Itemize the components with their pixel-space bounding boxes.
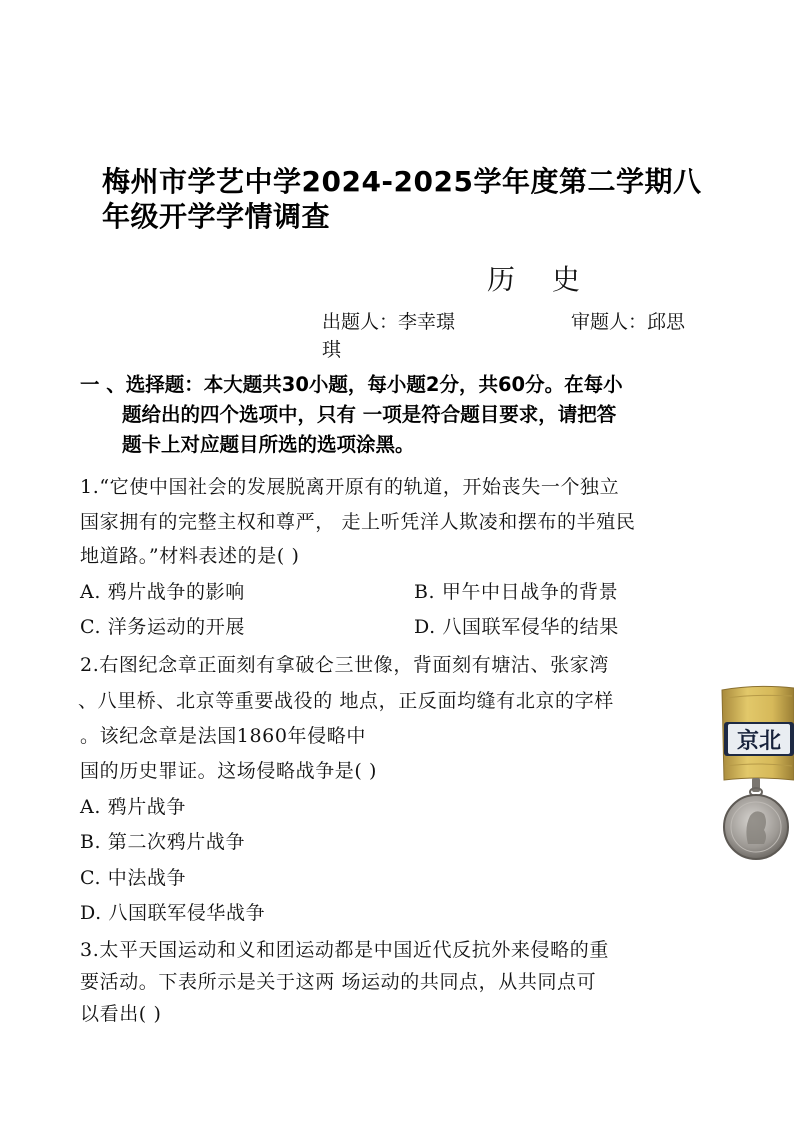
commemorative-medal-image	[718, 684, 794, 870]
question-2-line-1: 2.右图纪念章正面刻有拿破仑三世像，背面刻有塘沽、张家湾	[80, 654, 609, 676]
question-1-option-b: B. 甲午中日战争的背景	[414, 581, 619, 603]
author-label: 出题人：李幸璟	[322, 311, 456, 333]
question-2-option-d: D. 八国联军侵华战争	[80, 902, 266, 924]
section-instructions-line-3: 题卡上对应题目所选的选项涂黑。	[122, 433, 415, 456]
question-2-option-b: B. 第二次鸦片战争	[80, 831, 246, 853]
section-instructions-line-2: 题给出的四个选项中，只有 一项是符合题目要求，请把答	[122, 403, 617, 426]
subject-heading: 历 史	[487, 263, 594, 296]
question-1-option-d: D. 八国联军侵华的结果	[414, 616, 619, 638]
reviewer-name-tail: 琪	[322, 339, 342, 361]
question-1-line-2: 国家拥有的完整主权和尊严， 走上听凭洋人欺凌和摆布的半殖民	[80, 511, 636, 533]
question-3-line-2: 要活动。下表所示是关于这两 场运动的共同点，从共同点可	[80, 971, 597, 993]
exam-title-line-2: 年级开学学情调查	[102, 200, 331, 233]
question-3-line-3: 以看出( )	[80, 1003, 162, 1025]
question-1-line-3: 地道路。”材料表述的是( )	[80, 545, 300, 567]
question-1-line-1: 1.“它使中国社会的发展脱离开原有的轨道，开始丧失一个独立	[80, 476, 620, 498]
question-3-line-1: 3.太平天国运动和义和团运动都是中国近代反抗外来侵略的重	[80, 939, 609, 961]
question-2-line-3: 。该纪念章是法国1860年侵略中	[80, 725, 366, 747]
medal-inscription: 京北	[736, 729, 782, 754]
reviewer-label: 审题人：邱思	[571, 311, 686, 333]
question-2-line-2: 、八里桥、北京等重要战役的 地点，正反面均缝有北京的字样	[78, 690, 614, 712]
question-1-option-a: A. 鸦片战争的影响	[80, 581, 245, 603]
question-2-line-4: 国的历史罪证。这场侵略战争是( )	[80, 760, 378, 782]
question-2-option-c: C. 中法战争	[80, 867, 187, 889]
exam-title-line-1: 梅州市学艺中学2024-2025学年度第二学期八	[102, 165, 702, 198]
question-1-option-c: C. 洋务运动的开展	[80, 616, 245, 638]
section-instructions-line-1: 一 、选择题：本大题共30小题，每小题2分，共60分。在每小	[80, 373, 623, 396]
question-2-option-a: A. 鸦片战争	[80, 796, 187, 818]
